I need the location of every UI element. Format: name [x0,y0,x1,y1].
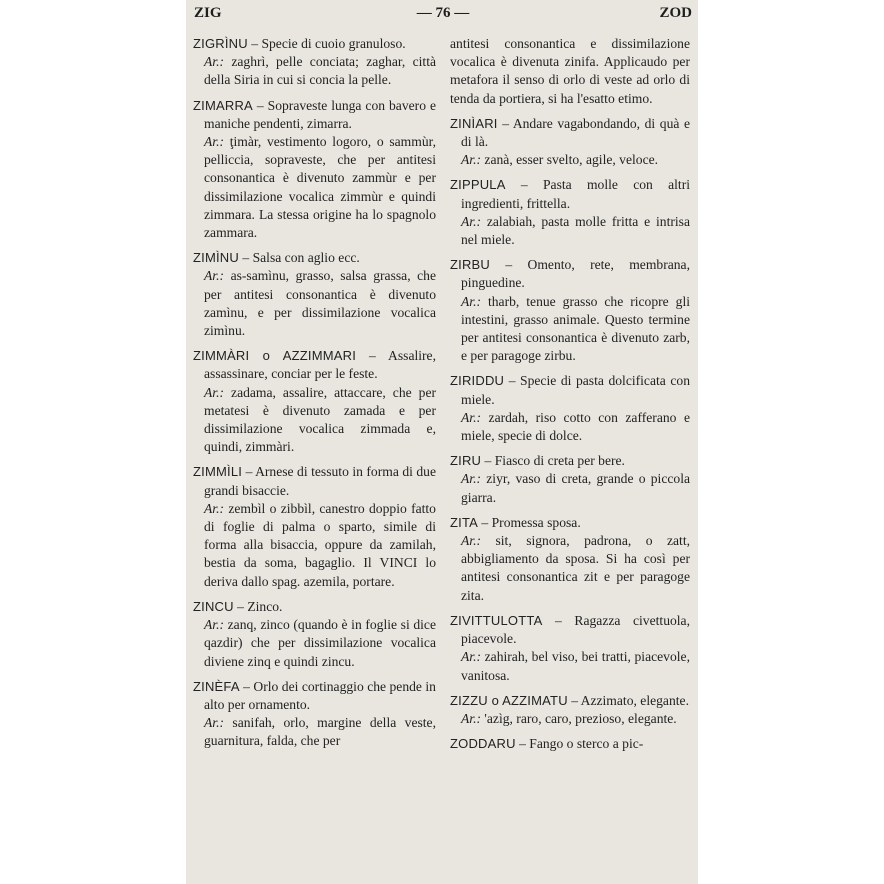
entry-etymology: zanà, esser svelto, agile, veloce. [484,152,659,168]
etymology-label: Ar.: [204,54,225,70]
entry-headword: ZIMÌNU [193,250,239,266]
etymology-label: Ar.: [461,293,482,309]
etymology-label: Ar.: [204,617,225,633]
header-last-word: ZOD [659,5,692,21]
entry-headword: ZIMMÌLI [193,464,243,480]
entry-etymology: sanifah, orlo, margine della veste, guarnitura, falda, che per [204,715,436,749]
entry-headword: ZIMMÀRI o AZZIMMARI [193,348,357,364]
entry-definition: – Zinco. [237,598,283,614]
entry-definition: – Fango o sterco a pic- [519,736,644,752]
entry-etymology: sit, signora, padrona, o zatt, abbigliamento da sposa. Si ha così per antitesi consonantica zit e per paragoge zita. [461,533,690,603]
entry-etymology: ziyr, vaso di creta, grande o piccola giarra. [461,471,691,505]
entry-headword: ZIPPULA [450,177,506,193]
entry-definition: – Salsa con aglio ecc. [242,250,360,266]
entry-etymology: ţimàr, vestimento logoro, o sammùr, pelliccia, sopraveste, che per antitesi consonantica è divenuto zammùr e per dissimilazione vocalica zimmùr e quindi zimmara. La stessa origine ha lo spagnolo zammara. [204,134,437,241]
dictionary-entry [193,97,436,243]
dictionary-entry [450,115,690,170]
etymology-label: Ar.: [204,715,225,731]
entry-headword: ZITA [450,514,478,530]
entry-continuation: antitesi consonantica e dissimilazione vocalica è divenuta zinifa. Applicaudo per metafora il senso di orlo di veste ad orlo di tenda da portiera, si ha l'esatto etimo. [450,36,690,106]
dictionary-entry [450,612,690,685]
dictionary-entry [450,372,690,445]
entry-definition: – Orlo dei cortinaggio che pende in alto per ornamento. [204,678,436,712]
dictionary-entry [193,463,436,590]
dictionary-entry [450,692,690,728]
etymology-label: Ar.: [204,384,225,400]
etymology-label: Ar.: [204,268,225,284]
entry-etymology: zaghrì, pelle conciata; zaghar, città della Siria in cui si concia la pelle. [204,54,437,88]
entry-definition: – Specie di pasta dolcificata con miele. [461,373,690,407]
entry-etymology: 'azìg, raro, caro, prezioso, elegante. [484,710,677,726]
entry-definition: – Arnese di tessuto in forma di due grandi bisaccie. [204,464,436,498]
entry-headword: ZINÌARI [450,115,498,131]
entry-headword: ZIRU [450,453,482,469]
entry-definition: – Pasta molle con altri ingredienti, frittella. [461,177,691,211]
etymology-label: Ar.: [461,152,482,168]
entry-definition: – Ragazza civettuola, piacevole. [461,612,690,647]
etymology-label: Ar.: [461,213,482,229]
left-column [193,35,436,758]
dictionary-entry [193,347,436,456]
entry-definition: – Specie di cuoio granuloso. [251,36,406,51]
entry-etymology: tharb, tenue grasso che ricopre gli intestini, grasso animale. Questo termine per antitesi consonantica è divenuto zarb, e per paragoge zirbu. [461,293,690,364]
etymology-label: Ar.: [461,409,482,425]
dictionary-entry [450,514,690,605]
entry-headword: ZIGRÌNU [193,36,248,51]
entry-headword: ZINCU [193,598,234,614]
etymology-label: Ar.: [461,710,482,726]
dictionary-entry [193,598,436,671]
dictionary-entry [450,176,690,249]
page-header [194,5,692,25]
entry-definition: – Assalire, assassinare, conciar per le feste. [204,348,436,382]
etymology-label: Ar.: [461,649,482,665]
entry-headword: ZIRIDDU [450,373,505,389]
entry-headword: ZODDARU [450,736,516,752]
entry-definition: – Promessa sposa. [481,514,581,530]
entry-definition: – Omento, rete, membrana, pinguedine. [461,257,690,291]
entry-headword: ZIMARRA [193,97,253,113]
entry-etymology: as-samìnu, grasso, salsa grassa, che per antitesi consonantica è divenuto zamìnu, e per dissimilazione vocalica zimìnu. [204,268,437,339]
page-number: — 76 — [416,5,470,21]
entry-etymology: zardah, riso cotto con zafferano e miele, specie di dolce. [461,409,690,444]
entry-definition: – Andare vagabondando, di quà e di là. [461,115,690,150]
entry-etymology: zahirah, bel viso, bei tratti, piacevole, vanitosa. [461,649,690,683]
entry-etymology: zalabiah, pasta molle fritta e intrisa nel miele. [461,213,690,248]
header-first-word: ZIG [194,5,222,21]
dictionary-entry [193,35,436,90]
dictionary-entry [193,249,436,340]
entry-etymology: zembìl o zibbìl, canestro doppio fatto di foglie di palma o sparto, simile di forma alla bisaccia, oppure da zamilah, bestia da soma, bagaglio. Il VINCI lo deriva dallo spag. azemila, portare. [204,500,436,589]
entry-headword: ZIZZU o AZZIMATU [450,692,568,708]
entry-headword: ZIVITTULOTTA [450,612,543,628]
entry-definition: – Fiasco di creta per bere. [484,453,625,469]
entry-definition: – Azzimato, elegante. [571,692,689,708]
dictionary-page [186,0,698,884]
entry-headword: ZINÈFA [193,678,240,694]
dictionary-entry [193,678,436,751]
entry-definition: – Sopraveste lunga con bavero e maniche pendenti, zimarra. [204,97,436,131]
etymology-label: Ar.: [204,500,225,516]
dictionary-entry [450,452,690,507]
etymology-label: Ar.: [204,134,225,150]
dictionary-entry [450,256,690,365]
entry-etymology: zadama, assalire, attaccare, che per metatesi è divenuto zamada e per dissimilazione vocalica zimmada e, quindi, zimmàri. [204,384,437,455]
right-column [450,35,690,760]
etymology-label: Ar.: [461,533,482,549]
entry-etymology: zanq, zinco (quando è in foglie si dice qazdir) che per dissimilazione vocalica diviene zinq e quindi zincu. [204,617,436,669]
dictionary-entry [450,735,690,753]
etymology-label: Ar.: [461,471,482,487]
entry-headword: ZIRBU [450,257,490,273]
